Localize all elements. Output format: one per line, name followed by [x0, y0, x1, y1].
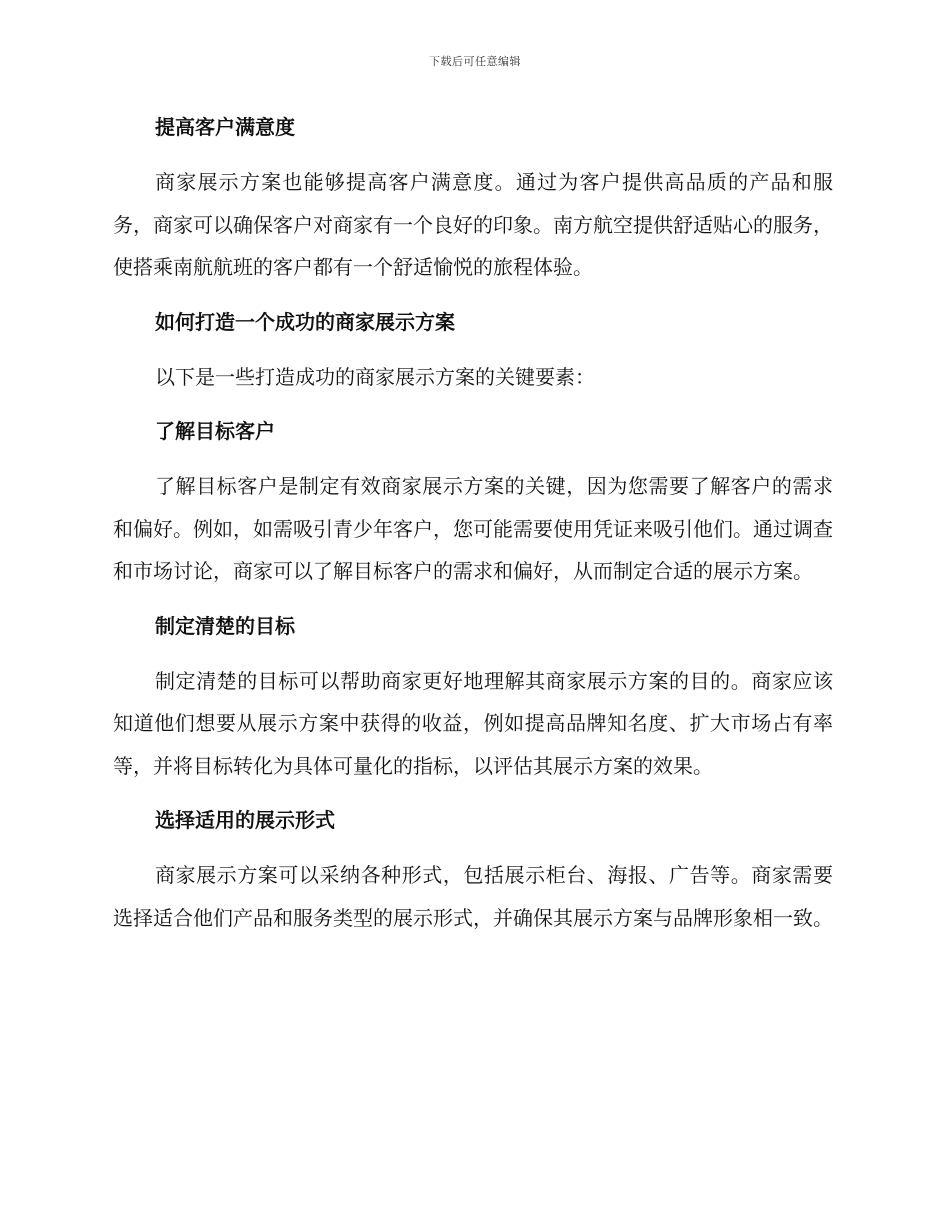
document-body	[113, 108, 833, 939]
section-heading-clear-goals: 制定清楚的目标	[155, 613, 295, 638]
section-heading-display-form: 选择适用的展示形式	[155, 808, 335, 832]
section-heading-satisfaction: 提高客户满意度	[155, 115, 295, 139]
paragraph-clear-goals: 制定清楚的目标可以帮助商家更好地理解其商家展示方案的目的。商家应该知道他们想要从展示方案中获得的收益，例如提高品牌知名度、扩大市场占有率等，并将目标转化为具体可量化的指标，以评估其展示方案的效果。	[113, 668, 833, 778]
paragraph-how-to-build: 以下是一些打造成功的商家展示方案的关键要素：	[155, 364, 595, 389]
section-heading-how-to-build: 如何打造一个成功的商家展示方案	[155, 309, 455, 334]
paragraph-display-form: 商家展示方案可以采纳各种形式，包括展示柜台、海报、广告等。商家需要选择适合他们产品和服务类型的展示形式，并确保其展示方案与品牌形象相一致。	[113, 863, 833, 930]
paragraph-know-customers: 了解目标客户是制定有效商家展示方案的关键，因为您需要了解客户的需求和偏好。例如，如需吸引青少年客户，您可能需要使用凭证来吸引他们。通过调查和市场讨论，商家可以了解目标客户的需求和偏好，从而制定合适的展示方案。	[113, 474, 833, 583]
page-header-note: 下载后可任意编辑	[429, 55, 521, 68]
section-heading-know-customers: 了解目标客户	[155, 419, 275, 443]
paragraph-satisfaction: 商家展示方案也能够提高客户满意度。通过为客户提供高品质的产品和服务，商家可以确保客户对商家有一个良好的印象。南方航空提供舒适贴心的服务，使搭乘南航航班的客户都有一个舒适愉悦的旅程体验。	[113, 170, 833, 279]
